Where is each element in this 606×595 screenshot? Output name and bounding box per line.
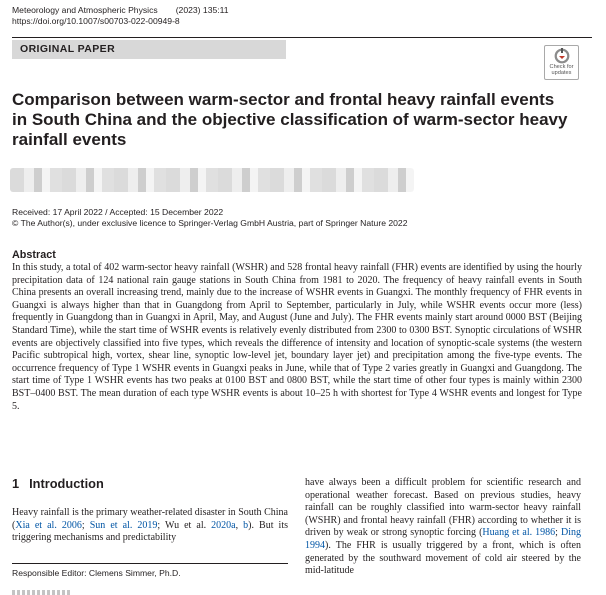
- section-number: 1: [12, 476, 20, 491]
- citation-link[interactable]: 2020a: [211, 519, 236, 531]
- introduction-heading: [12, 476, 104, 491]
- abstract-heading: Abstract: [12, 249, 56, 261]
- section-title: Introduction: [29, 476, 104, 491]
- journal-name: Meteorology and Atmospheric Physics: [12, 5, 158, 15]
- check-for-updates-badge[interactable]: [544, 45, 579, 80]
- article-title: Comparison between warm-sector and frontal heavy rainfall events in South China and the objective classification of warm-sector heavy rainfall events: [12, 90, 568, 149]
- citation-link[interactable]: Sun et al. 2019: [89, 519, 158, 531]
- article-dates: [12, 207, 407, 229]
- citation-link[interactable]: b: [243, 519, 249, 531]
- check-updates-line2: updates: [551, 70, 572, 76]
- check-updates-line1: Check for: [549, 64, 574, 70]
- authors-redacted: [10, 168, 414, 192]
- doi-link[interactable]: https://doi.org/10.1007/s00703-022-00949-8: [12, 16, 180, 26]
- footnote-rule: [12, 563, 288, 564]
- citation-link[interactable]: Xia et al. 2006: [15, 519, 82, 531]
- header-rule: [12, 37, 592, 38]
- journal-header: [12, 5, 229, 27]
- intro-right-column: have always been a difficult problem for scientific research and operational weather forecast. Based on previous studies, heavy rainfall can be roughly classified into warm-sector heavy rainfall (WSHR) and frontal heavy rainfall (FHR) according to whether it is driven by weak or strong synoptic forcing (Huang et al. 1986; Ding 1994). The FHR is usually triggered by a front, which is often generated by the southward movement of cold air steered by the mid-latitude: [305, 477, 581, 577]
- check-updates-icon: [554, 48, 570, 64]
- citation-link[interactable]: Huang et al. 1986: [482, 527, 556, 539]
- section-banner: [12, 40, 286, 59]
- copyright-line: © The Author(s), under exclusive licence to Springer-Verlag GmbH Austria, part of Springer Nature 2022: [12, 218, 408, 228]
- cutoff-text-fragment: [12, 590, 72, 595]
- responsible-editor-footnote: Responsible Editor: Clemens Simmer, Ph.D.: [12, 568, 181, 578]
- received-accepted: Received: 17 April 2022 / Accepted: 15 December 2022: [12, 207, 224, 217]
- citation-link[interactable]: Ding 1994: [305, 527, 581, 551]
- intro-left-column: Heavy rainfall is the primary weather-related disaster in South China (Xia et al. 2006; Sun et al. 2019; Wu et al. 2020a, b). But its triggering mechanisms and predictability: [12, 507, 289, 544]
- abstract-text: In this study, a total of 402 warm-sector heavy rainfall (WSHR) and 528 frontal heavy rainfall (FHR) events are identified by using the hourly precipitation data of 124 national rain gauge stations in South China from 1981 to 2020. The frequency of heavy rainfall events in South China presents an overall increasing trend, mainly due to the increase of WSHR events in Guangxi. The monthly frequency of FHR events in Guangxi is always higher than that in Guangdong from April to September, particularly in July, while WSHR events occur more (less) frequently in Guangdong than in Guangxi in April, May, and August (June and July). The FHR events mainly start around 0000 BST (Beijing Standard Time), while the start time of WSHR events is relatively evenly distributed from 2300 to 0300 BST. Synoptic circulations of WSHR events are objectively classified into five types, which reveals the difference of intensity and location of synoptic-scale systems (the western Pacific subtropical high, vortex, shear line, synoptic low-level jet, boundary layer jet) and precipitation among the five-type events. The occurrence frequency of Type 1 WSHR events in Guangxi peaks in June, while that of Type 2 varies greatly in Guangxi and Guangdong. The start time of Type 1 WSHR events has two peaks at 0100 BST and 0800 BST, while the start time of other four types is mainly within 2300 BST–0400 BST. The mean duration of each type WSHR events is about 10–25 h with shortest for Type 4 WSHR events and longest for Type 5.: [12, 262, 582, 412]
- section-label: ORIGINAL PAPER: [20, 43, 116, 55]
- journal-year-volume: (2023) 135:11: [175, 5, 229, 15]
